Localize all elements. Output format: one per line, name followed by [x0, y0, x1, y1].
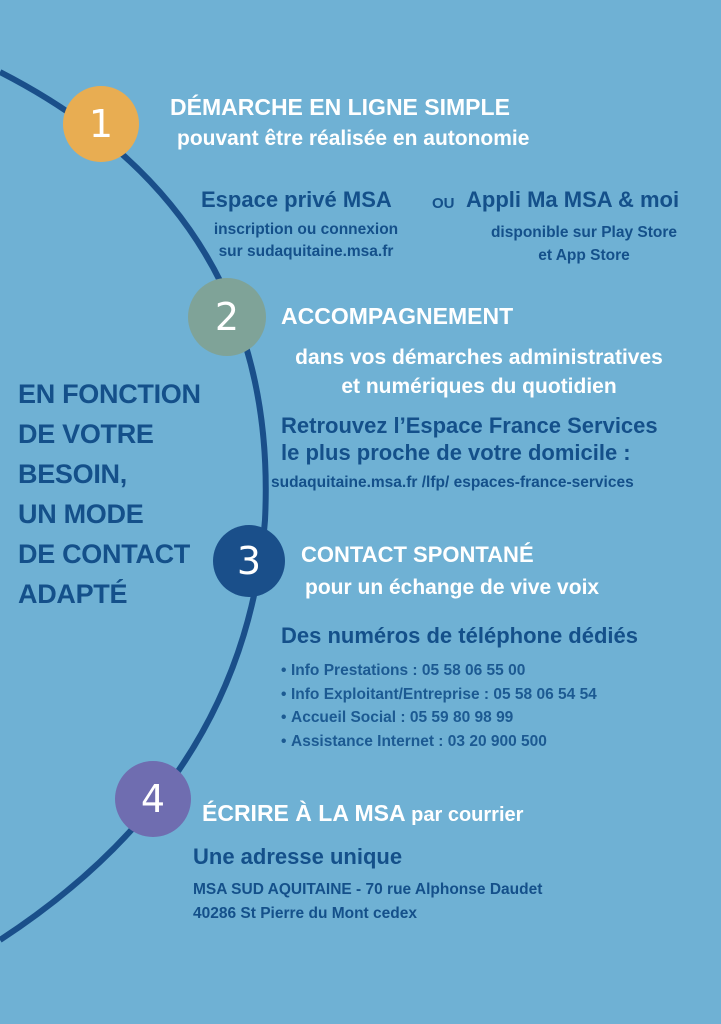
side-title-line: DE CONTACT: [18, 539, 190, 569]
step-1-subtitle: pouvant être réalisée en autonomie: [177, 127, 530, 150]
phone-item: • Info Prestations : 05 58 06 55 00: [281, 662, 526, 679]
step-4-title-suffix: par courrier: [411, 804, 524, 826]
france-services-info: [281, 412, 658, 466]
step-2-subtitle-line: et numériques du quotidien: [341, 375, 617, 398]
phone-item-text: Assistance Internet : 03 20 900 500: [291, 732, 547, 750]
option-b-line: disponible sur Play Store: [490, 224, 678, 241]
step-3-number: 3: [236, 539, 262, 583]
side-title: [18, 374, 201, 614]
step-4-title: [202, 800, 523, 827]
option-a-line: inscription ou connexion: [213, 221, 399, 238]
option-a-line: sur sudaquitaine.msa.fr: [218, 243, 394, 260]
step-3-circle: [213, 525, 285, 597]
phones-title: Des numéros de téléphone dédiés: [281, 623, 638, 648]
address-line: 40286 St Pierre du Mont cedex: [193, 905, 417, 922]
step-1-circle: [63, 86, 139, 162]
option-a-title: Espace privé MSA: [201, 187, 392, 212]
phone-item: • Accueil Social : 05 59 80 98 99: [281, 709, 514, 726]
step-4-title-main: ÉCRIRE À LA MSA: [202, 800, 405, 826]
france-services-line: Retrouvez l’Espace France Services: [281, 413, 658, 438]
side-title-line: UN MODE: [18, 499, 144, 529]
address-line: MSA SUD AQUITAINE - 70 rue Alphonse Daudet: [193, 881, 543, 898]
step-1-number: 1: [88, 102, 114, 146]
side-title-line: ADAPTÉ: [18, 579, 128, 609]
step-2-title: ACCOMPAGNEMENT: [281, 303, 514, 329]
phones-list: [281, 659, 597, 753]
or-label: OU: [432, 195, 455, 212]
step-1-title: DÉMARCHE EN LIGNE SIMPLE: [170, 94, 510, 120]
phone-item: • Info Exploitant/Entreprise : 05 58 06 54 54: [281, 685, 597, 703]
step-2-subtitle: [255, 343, 703, 401]
option-a-details: [190, 219, 422, 263]
step-2-subtitle-line: dans vos démarches administratives: [295, 346, 663, 369]
step-3-title: CONTACT SPONTANÉ: [301, 542, 534, 567]
france-services-line: le plus proche de votre domicile :: [281, 440, 631, 465]
phone-item: • Assistance Internet : 03 20 900 500: [281, 732, 547, 750]
step-4-circle: [115, 761, 191, 837]
phone-item-text: Info Exploitant/Entreprise : 05 58 06 54 54: [291, 685, 597, 703]
phone-item-text: Info Prestations : 05 58 06 55 00: [291, 662, 526, 679]
step-3-subtitle: pour un échange de vive voix: [305, 576, 600, 599]
postal-address: [193, 878, 542, 926]
step-2-number: 2: [214, 295, 240, 339]
option-b-details: [466, 221, 702, 267]
address-title: Une adresse unique: [193, 844, 403, 869]
step-4-number: 4: [140, 777, 166, 821]
option-b-line: et App Store: [538, 247, 630, 264]
side-title-line: EN FONCTION: [18, 379, 201, 409]
side-title-line: DE VOTRE: [18, 419, 154, 449]
france-services-link[interactable]: sudaquitaine.msa.fr /lfp/ espaces-france-services: [271, 474, 634, 491]
option-b-title: Appli Ma MSA & moi: [466, 187, 680, 212]
side-title-line: BESOIN,: [18, 459, 127, 489]
phone-item-text: Accueil Social : 05 59 80 98 99: [291, 709, 514, 726]
